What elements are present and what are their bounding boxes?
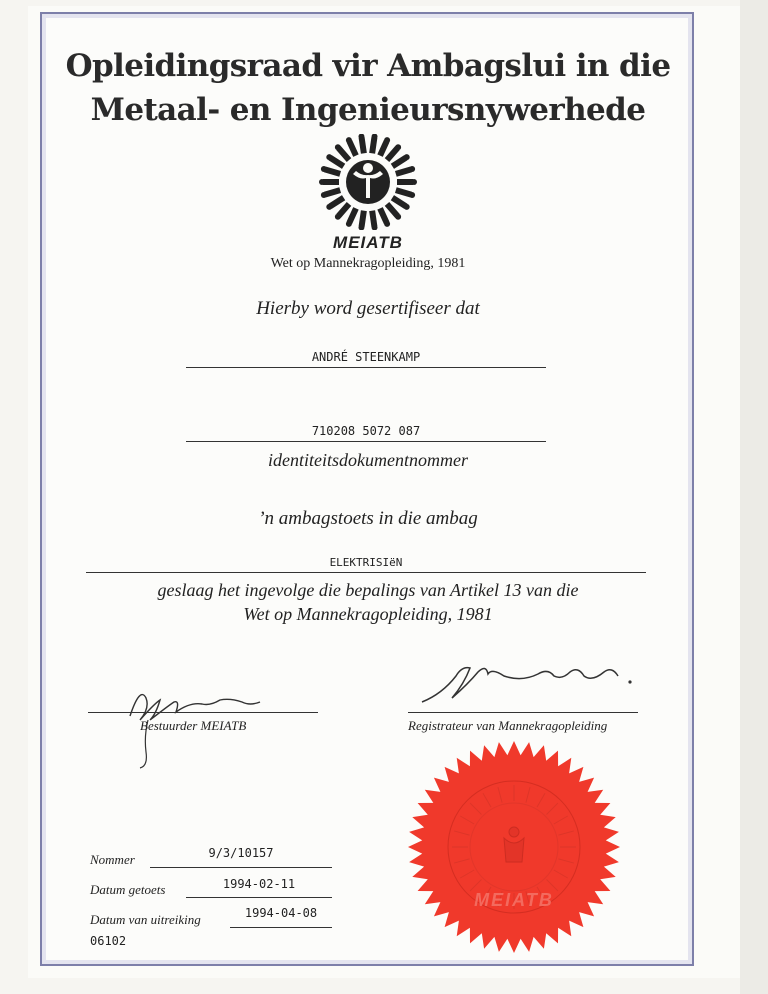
tested-underline <box>186 897 332 898</box>
manager-signature-line <box>88 712 318 713</box>
id-number: 710208 5072 087 <box>311 424 421 438</box>
id-label: identiteitsdokumentnommer <box>268 450 468 470</box>
manager-label: Bestuurder MEIATB <box>140 718 247 733</box>
registrar-signature-line <box>408 712 638 713</box>
number-label: Nommer <box>90 852 135 867</box>
tested-label: Datum getoets <box>90 882 166 897</box>
passed-line-2: Wet op Mannekragopleiding, 1981 <box>243 604 493 624</box>
act-line: Wet op Mannekragopleiding, 1981 <box>270 256 466 271</box>
certify-text: Hierby word gesertifiseer dat <box>256 298 480 319</box>
registrar-signature <box>412 654 642 714</box>
trade-name: ELEKTRISIëN <box>329 556 403 569</box>
heading-line-2: Metaal- en Ingenieursnywerhede <box>90 92 646 128</box>
red-seal-icon <box>404 738 624 956</box>
issued-value: 1994-04-08 <box>244 906 318 920</box>
heading-line-1: Opleidingsraad vir Ambagslui in die <box>65 48 671 84</box>
registrar-label: Registrateur van Mannekragopleiding <box>408 718 608 733</box>
seal-text: MEIATB <box>474 890 554 910</box>
page-edge-shadow <box>740 0 768 994</box>
issued-underline <box>230 927 332 928</box>
tested-value: 1994-02-11 <box>222 877 296 891</box>
meiatb-logo-icon <box>316 134 420 230</box>
name-underline <box>186 367 546 368</box>
number-value: 9/3/10157 <box>208 846 274 860</box>
id-underline <box>186 441 546 442</box>
logo-wordmark: MEIATB <box>333 233 403 252</box>
serial-number: 06102 <box>90 934 127 948</box>
holder-name: ANDRÉ STEENKAMP <box>311 350 421 364</box>
trade-underline <box>86 572 646 573</box>
passed-line-1: geslaag het ingevolge die bepalings van Artikel 13 van die <box>157 580 579 600</box>
issued-label: Datum van uitreiking <box>90 912 201 927</box>
test-text: ’n ambagstoets in die ambag <box>258 508 478 529</box>
number-underline <box>150 867 332 868</box>
